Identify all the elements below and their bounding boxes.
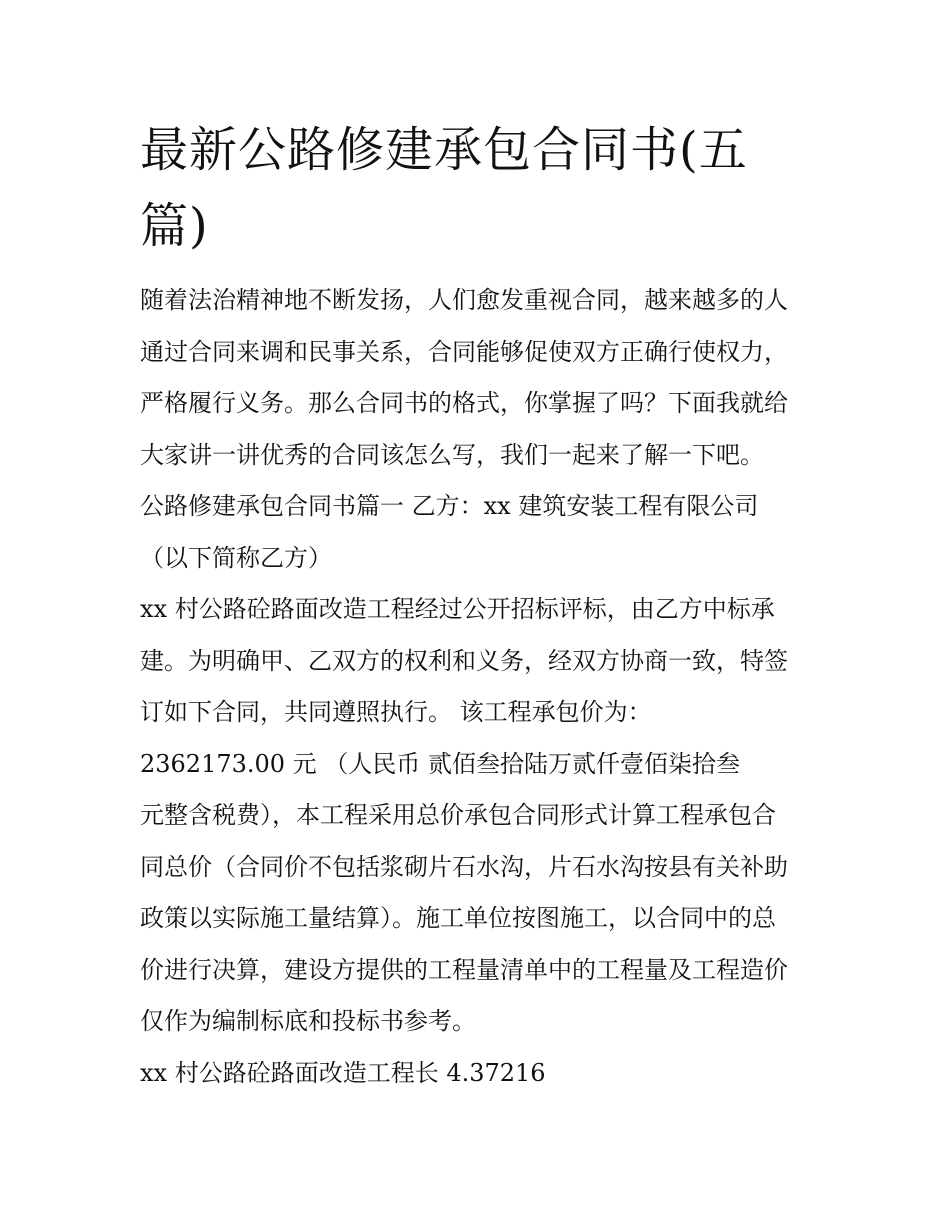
body-line: 随着法治精神地不断发扬，人们愈发重视合同，越来越多的人	[140, 286, 788, 314]
body-line: 仅作为编制标底和投标书参考。	[140, 1007, 476, 1035]
body-line: 价进行决算，建设方提供的工程量清单中的工程量及工程造价	[140, 955, 788, 984]
title-line: 最新公路修建承包合同书(五	[140, 122, 748, 178]
body-line: 同总价（合同价不包括浆砌片石水沟，片石水沟按县有关补助	[140, 852, 788, 881]
body-line: xx 村公路砼路面改造工程长 4.37216	[140, 1058, 546, 1087]
body-line: 政策以实际施工量结算）。施工单位按图施工，以合同中的总	[140, 904, 776, 932]
body-line: 大家讲一讲优秀的合同该怎么写，我们一起来了解一下吧。	[140, 440, 764, 469]
body-line: 建。为明确甲、乙双方的权利和义务，经双方协商一致，特签	[140, 646, 788, 675]
body-line: 通过合同来调和民事关系，合同能够促使双方正确行使权力，	[140, 337, 788, 366]
title-line: 篇)	[140, 198, 209, 254]
document-body	[140, 275, 820, 1099]
body-line: （以下简称乙方）	[140, 543, 332, 572]
body-line: 元整含税费），本工程采用总价承包合同形式计算工程承包合	[140, 801, 776, 829]
body-line: 公路修建承包合同书篇一 乙方：xx 建筑安装工程有限公司	[140, 492, 759, 520]
body-line: 严格履行义务。那么合同书的格式，你掌握了吗？下面我就给	[140, 389, 788, 417]
document-title	[140, 112, 780, 264]
body-line: 订如下合同，共同遵照执行。 该工程承包价为：	[140, 698, 652, 726]
body-line: 2362173.00 元 （人民币 贰佰叁拾陆万贰仟壹佰柒拾叁	[140, 749, 740, 778]
body-line: xx 村公路砼路面改造工程经过公开招标评标，由乙方中标承	[140, 595, 775, 623]
